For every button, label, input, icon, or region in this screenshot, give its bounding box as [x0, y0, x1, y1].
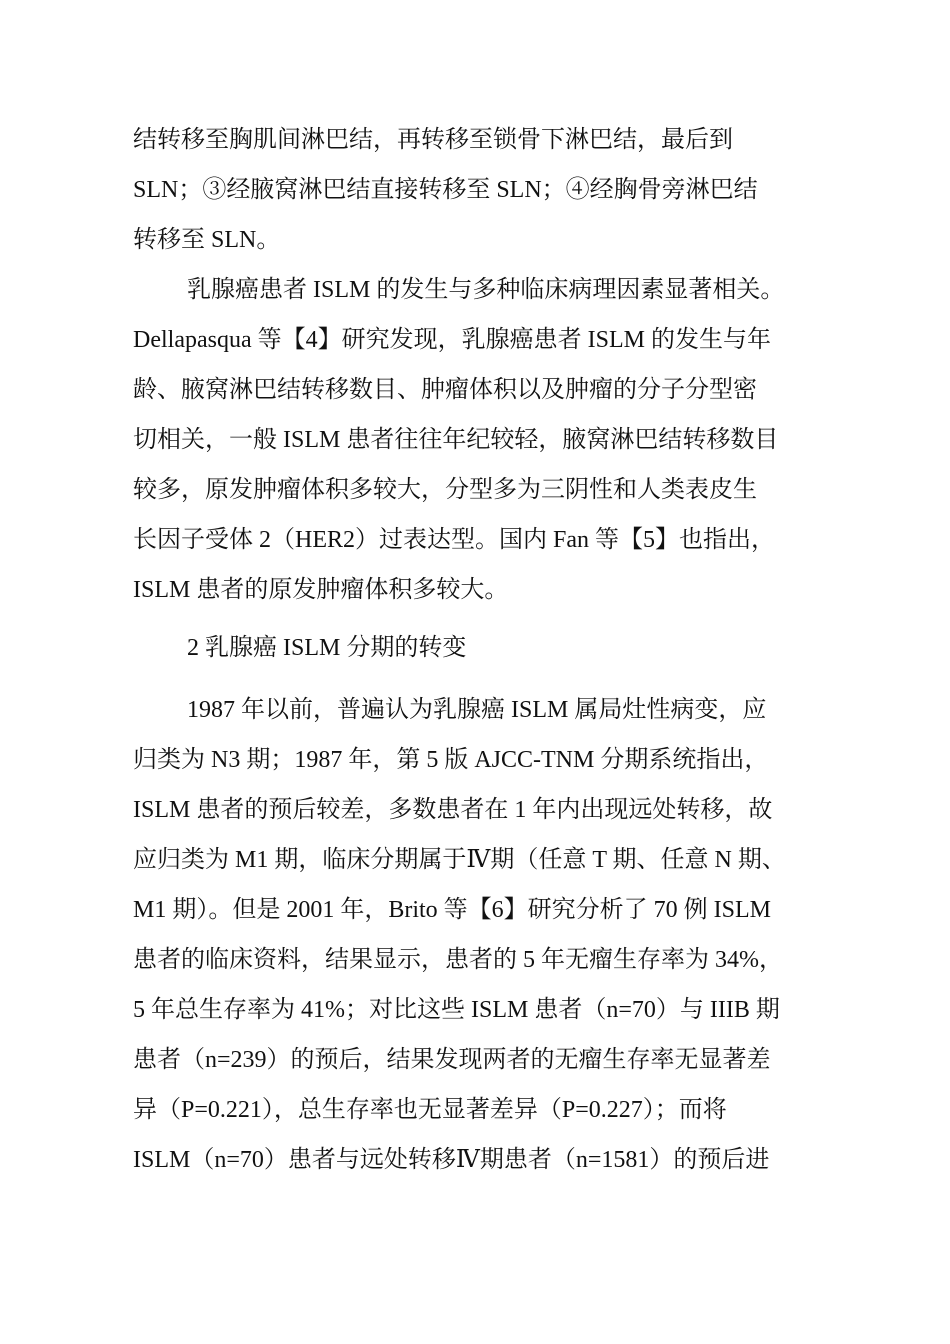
section-heading: 2 乳腺癌 ISLM 分期的转变	[187, 635, 467, 661]
text-line: 长因子受体 2（HER2）过表达型。国内 Fan 等【5】也指出，	[133, 527, 775, 553]
text-line: 应归类为 M1 期，临床分期属于Ⅳ期（任意 T 期、任意 N 期、	[133, 847, 786, 873]
text-line: 患者（n=239）的预后，结果发现两者的无瘤生存率无显著差	[133, 1047, 771, 1073]
text-line: Dellapasqua 等【4】研究发现，乳腺癌患者 ISLM 的发生与年	[133, 327, 771, 353]
text-line: SLN；③经腋窝淋巴结直接转移至 SLN；④经胸骨旁淋巴结	[133, 177, 758, 203]
text-line: 较多，原发肿瘤体积多较大，分型多为三阴性和人类表皮生	[133, 477, 757, 503]
text-line: 转移至 SLN。	[133, 227, 281, 253]
text-line: 结转移至胸肌间淋巴结，再转移至锁骨下淋巴结，最后到	[133, 127, 733, 153]
text-line: ISLM（n=70）患者与远处转移Ⅳ期患者（n=1581）的预后进	[133, 1147, 770, 1173]
paragraph-2	[133, 265, 818, 615]
document-page	[133, 115, 818, 1185]
text-line: 患者的临床资料，结果显示，患者的 5 年无瘤生存率为 34%，	[133, 947, 783, 973]
text-line: ISLM 患者的原发肿瘤体积多较大。	[133, 577, 509, 603]
text-line: M1 期）。但是 2001 年，Brito 等【6】研究分析了 70 例 ISLM	[133, 897, 772, 923]
paragraph-3	[133, 685, 818, 1185]
text-line: 归类为 N3 期；1987 年，第 5 版 AJCC-TNM 分期系统指出，	[133, 747, 769, 773]
text-line: 5 年总生存率为 41%；对比这些 ISLM 患者（n=70）与 IIIB 期	[133, 997, 780, 1023]
text-line: 龄、腋窝淋巴结转移数目、肿瘤体积以及肿瘤的分子分型密	[133, 377, 757, 403]
text-line: 1987 年以前，普遍认为乳腺癌 ISLM 属局灶性病变，应	[187, 697, 767, 723]
text-line: ISLM 患者的预后较差，多数患者在 1 年内出现远处转移，故	[133, 797, 773, 823]
text-line: 乳腺癌患者 ISLM 的发生与多种临床病理因素显著相关。	[187, 277, 785, 303]
text-line: 异（P=0.221），总生存率也无显著差异（P=0.227）；而将	[133, 1097, 727, 1123]
text-line: 切相关，一般 ISLM 患者往往年纪较轻，腋窝淋巴结转移数目	[133, 427, 779, 453]
paragraph-1	[133, 115, 818, 265]
